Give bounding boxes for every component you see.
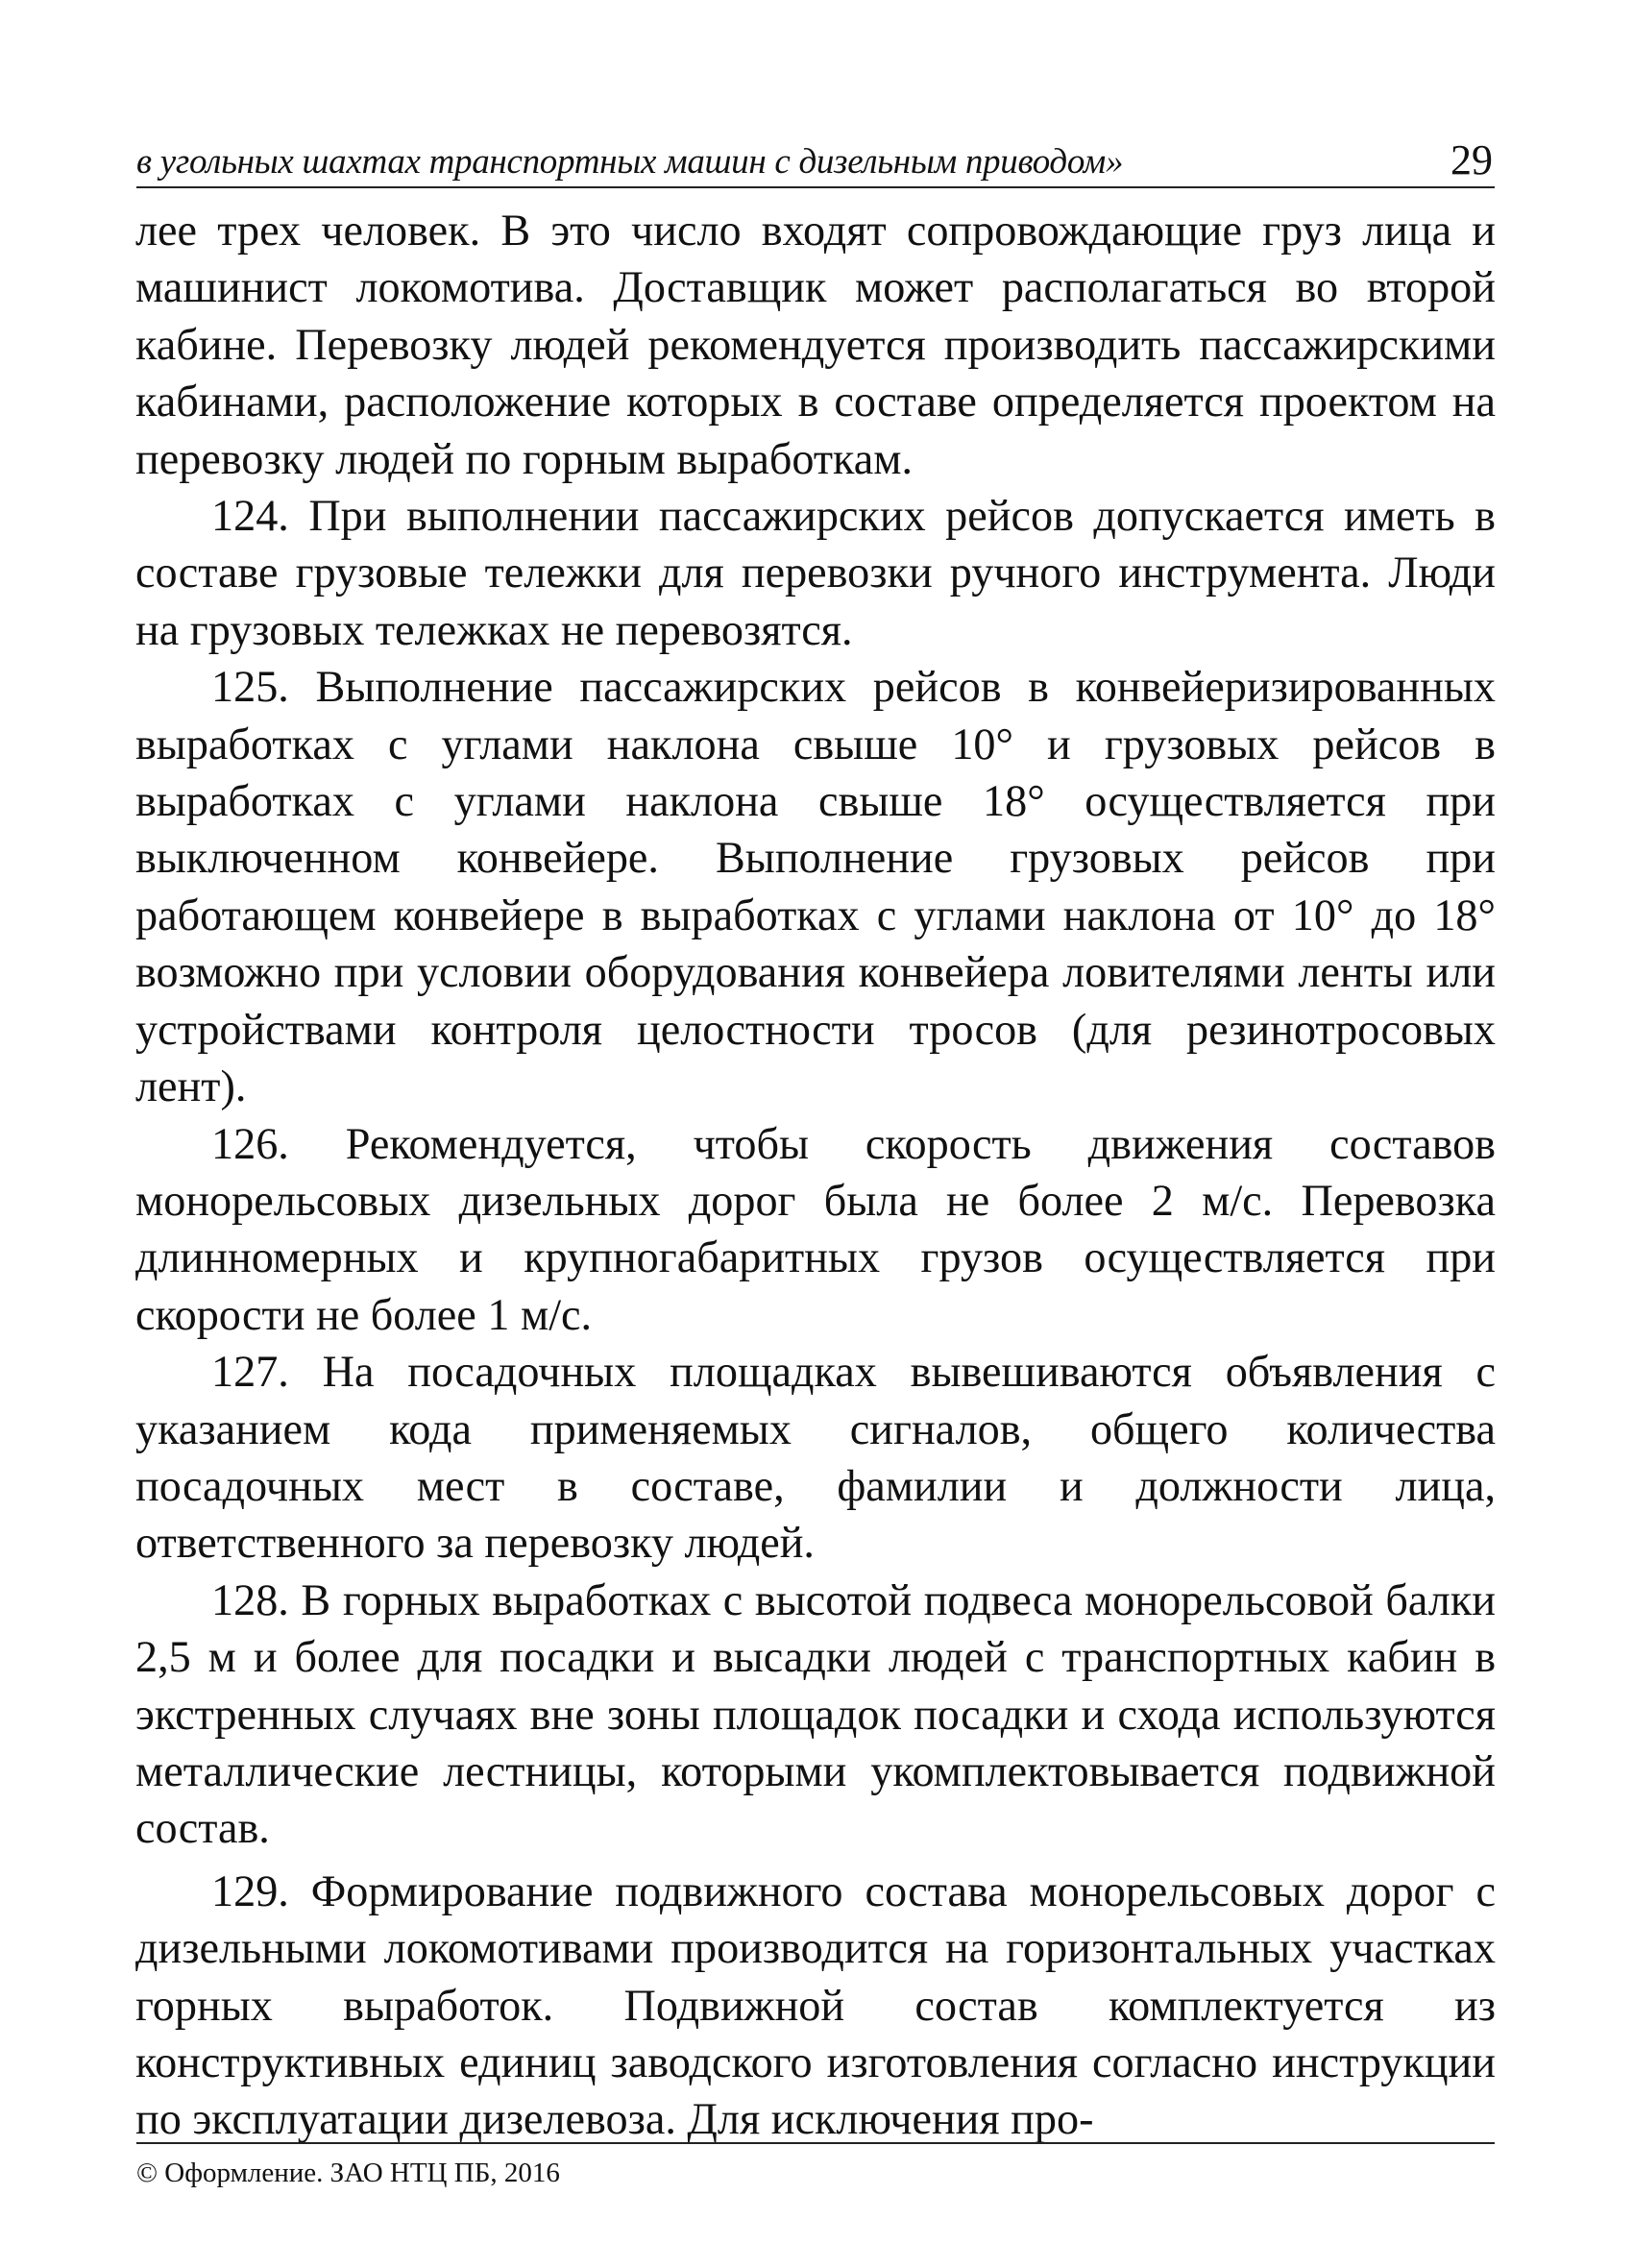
paragraph-129: 129. Формирование подвижного состава монорельсовых дорог с дизельными локомотивами производится на горизонтальных участках горных выработок. Подвижной состав комплектуется из конструктивных единиц заводского изготовления согласно инструкции по эксплуатации дизелевоза. Для исключения про-	[135, 1866, 1496, 2144]
footer-copyright: © Оформление. ЗАО НТЦ ПБ, 2016	[136, 2158, 560, 2188]
paragraph-124: 124. При выполнении пассажирских рейсов допускается иметь в составе грузовые тележки для перевозки ручного инструмента. Люди на грузовых тележках не перевозятся.	[135, 491, 1496, 654]
paragraph-127: 127. На посадочных площадках вывешиваются объявления с указанием кода применяемых сигналов, общего количества посадочных мест в составе, фамилии и должности лица, ответственного за перевозку людей.	[135, 1347, 1496, 1568]
running-header	[136, 136, 1495, 188]
paragraph-126: 126. Рекомендуется, чтобы скорость движения составов монорельсовых дизельных дорог была не более 2 м/с. Перевозка длинномерных и крупногабаритных грузов осуществляется при скорости не более 1 м/с.	[135, 1118, 1496, 1339]
body-text	[135, 202, 1496, 2148]
paragraph-128: 128. В горных выработках с высотой подвеса монорельсовой балки 2,5 м и более для посадки и высадки людей с транспортных кабин в экстренных случаях вне зоны площадок посадки и схода используются металлические лестницы, которыми укомплектовывается подвижной состав.	[135, 1574, 1496, 1853]
header-title: в угольных шахтах транспортных машин с дизельным приводом»	[136, 142, 1124, 182]
footer-divider	[136, 2142, 1495, 2144]
paragraph-125: 125. Выполнение пассажирских рейсов в конвейеризированных выработках с углами наклона свыше 10° и грузовых рейсов в выработках с углами наклона свыше 18° осуществляется при выключенном конвейере. Выполнение грузовых рейсов при работающем конвейере в выработках с углами наклона от 10° до 18° возможно при условии оборудования конвейера ловителями ленты или устройствами контроля целостности тросов (для резинотросовых лент).	[135, 662, 1496, 1111]
page-number: 29	[1450, 136, 1493, 183]
paragraph-continuation: лее трех человек. В это число входят сопровождающие груз лица и машинист локомотива. Доставщик может располагаться во второй кабине. Перевозку людей рекомендуется производить пассажирскими кабинами, расположение которых в составе определяется проектом на перевозку людей по горным выработкам.	[135, 206, 1496, 483]
